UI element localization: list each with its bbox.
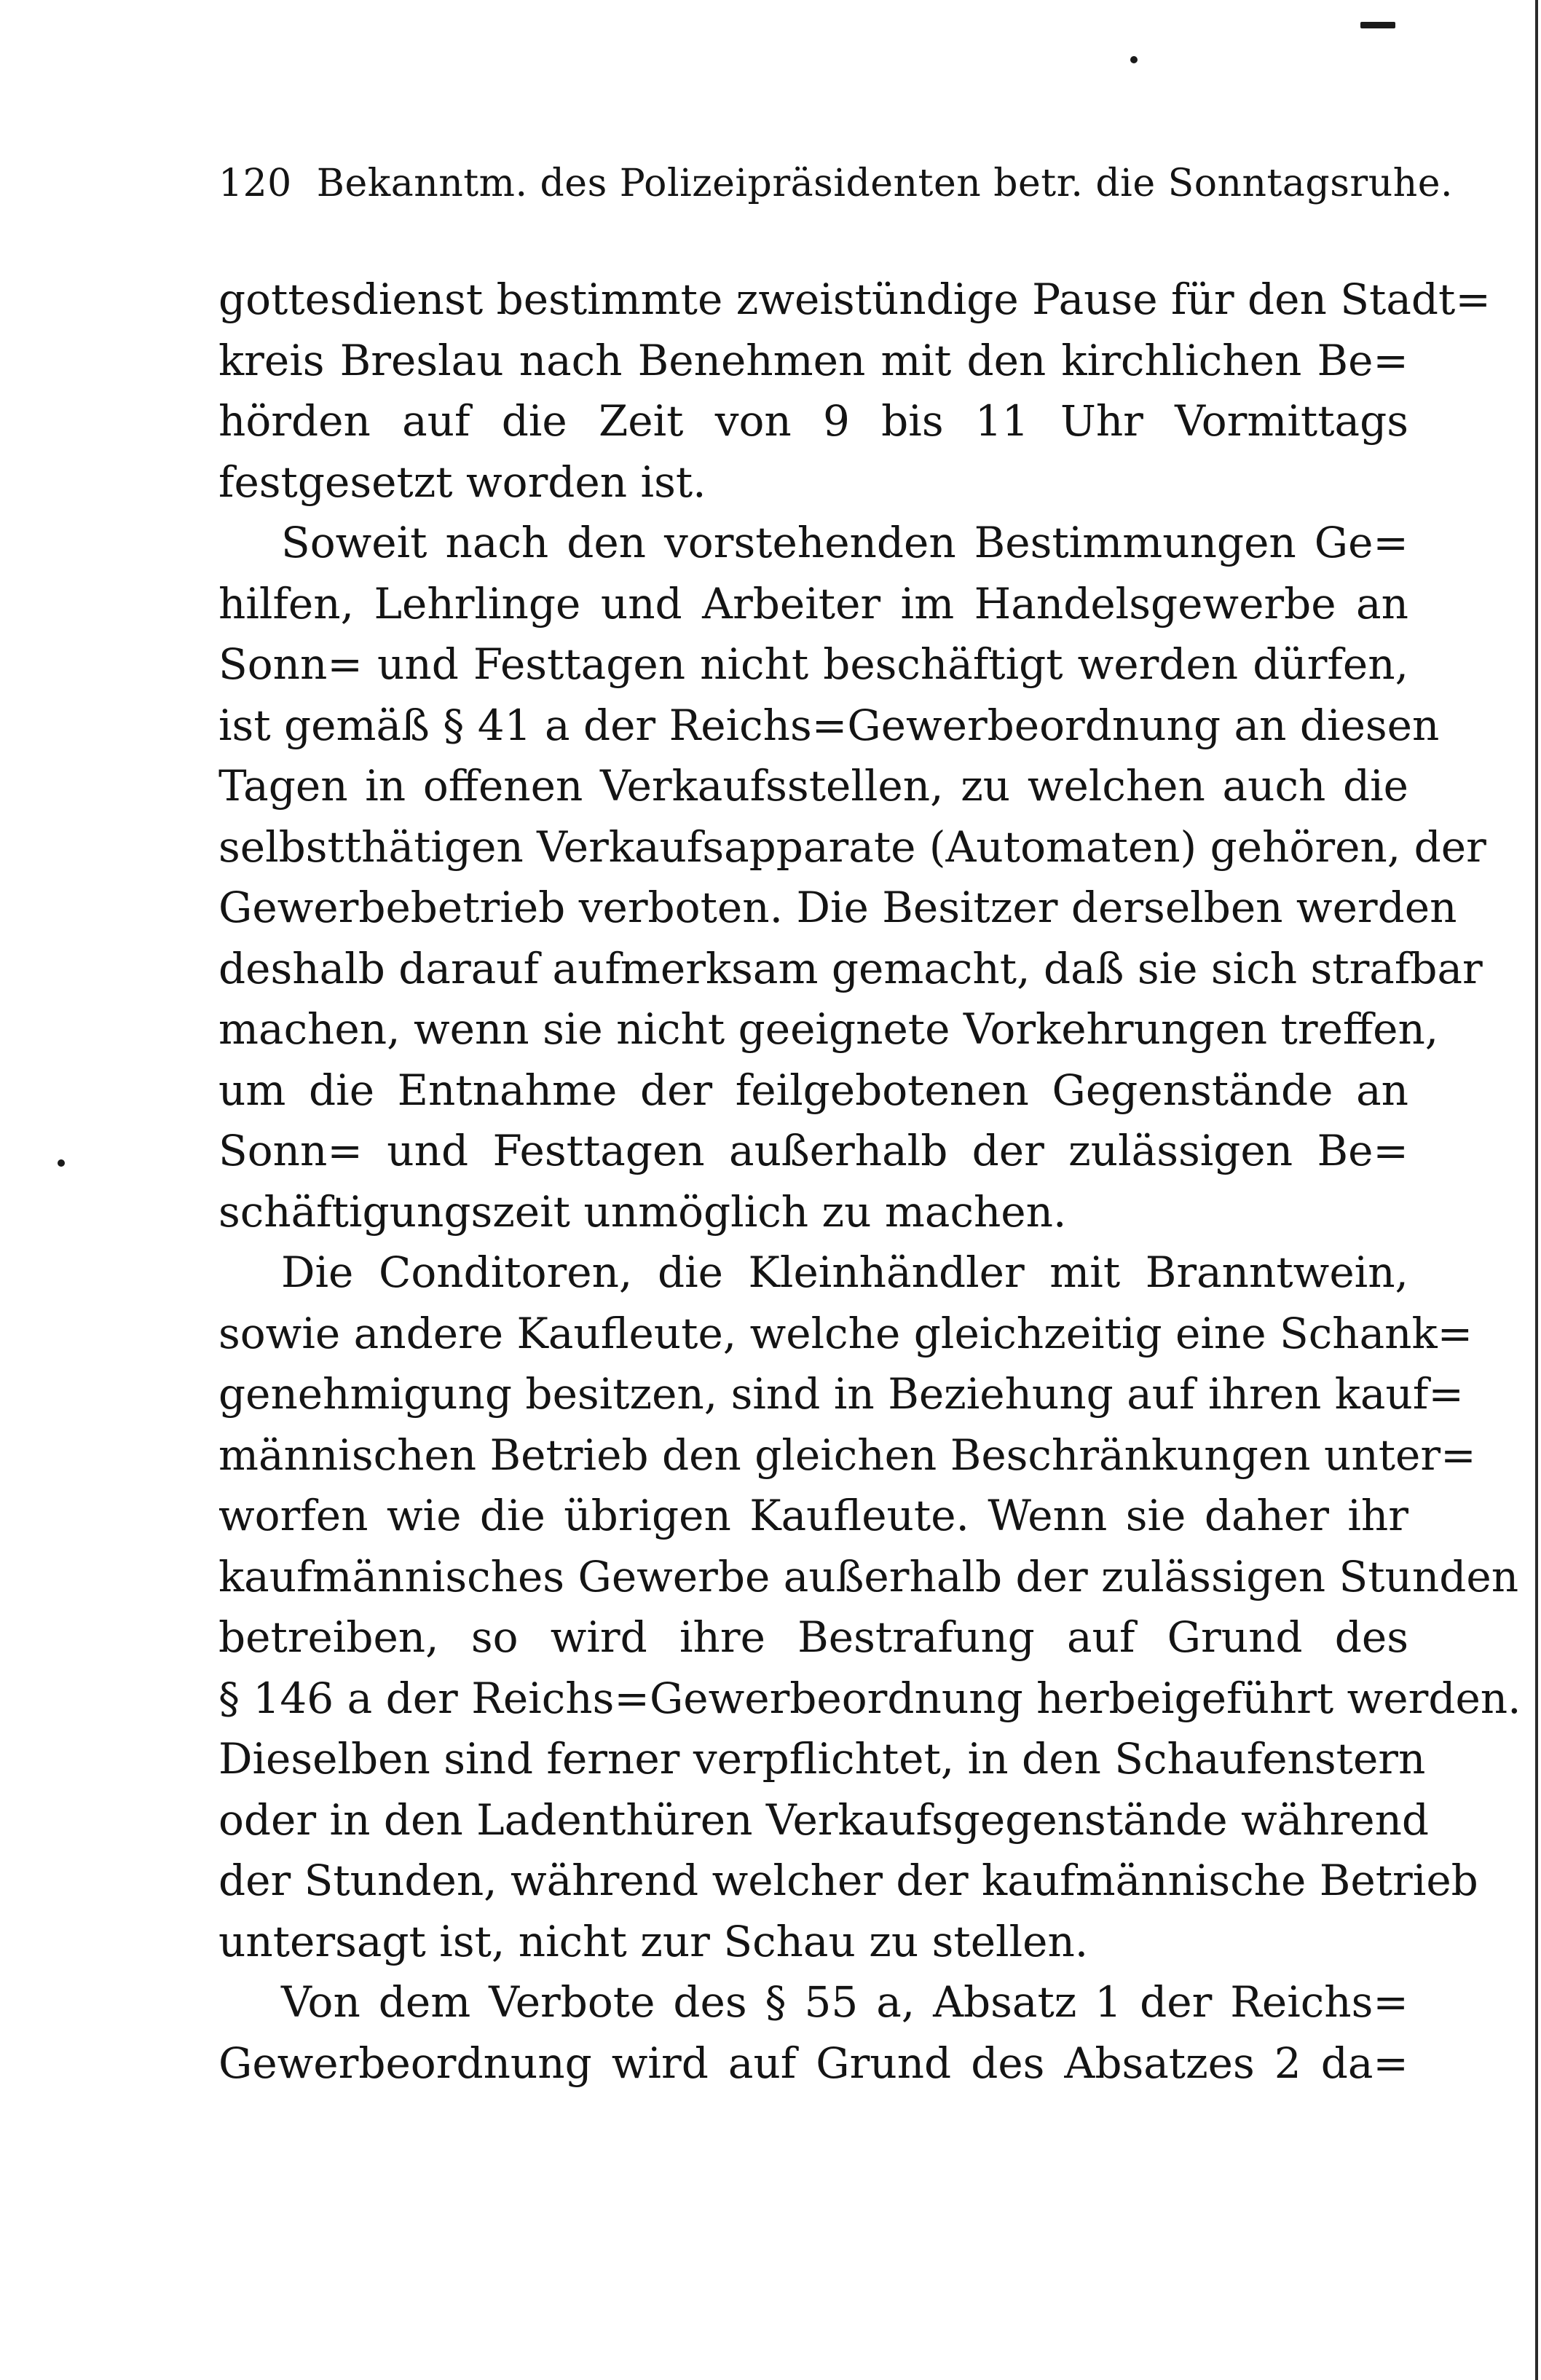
- scan-mark: [1360, 22, 1395, 28]
- text-line: schäftigungszeit unmöglich zu machen.: [218, 1186, 1067, 1237]
- text-line: Von dem Verbote des § 55 a, Absatz 1 der Reichs=: [281, 1977, 1408, 2027]
- text-line: gottesdienst bestimmte zweistündige Pause für den Stadt=: [218, 275, 1491, 324]
- text-line: oder in den Ladenthüren Verkaufsgegenstände während: [218, 1794, 1430, 1845]
- text-line: der Stunden, während welcher der kaufmännische Betrieb: [218, 1856, 1478, 1905]
- page-edge-shadow: [1535, 0, 1538, 2380]
- scan-speck: [58, 1159, 65, 1167]
- text-line: ist gemäß § 41 a der Reichs=Gewerbeordnung an diesen: [218, 700, 1440, 750]
- text-line: Tagen in offenen Verkaufsstellen, zu welchen auch die: [218, 761, 1408, 811]
- text-line: hilfen, Lehrlinge und Arbeiter im Handelsgewerbe an: [218, 578, 1408, 629]
- text-line: § 146 a der Reichs=Gewerbeordnung herbeigeführt werden.: [218, 1673, 1521, 1723]
- text-line: Sonn= und Festtagen nicht beschäftigt werden dürfen,: [218, 639, 1408, 689]
- text-line: hörden auf die Zeit von 9 bis 11 Uhr Vormittags: [218, 396, 1408, 446]
- text-line: sowie andere Kaufleute, welche gleichzeitig eine Schank=: [218, 1308, 1473, 1358]
- text-line: machen, wenn sie nicht geeignete Vorkehrungen treffen,: [218, 1004, 1439, 1054]
- text-line: festgesetzt worden ist.: [218, 457, 706, 507]
- text-line: männischen Betrieb den gleichen Beschränkungen unter=: [218, 1430, 1476, 1480]
- text-line: kaufmännisches Gewerbe außerhalb der zulässigen Stunden: [218, 1551, 1519, 1601]
- text-line: genehmigung besitzen, sind in Beziehung auf ihren kauf=: [218, 1369, 1464, 1419]
- scan-speck: [1130, 56, 1138, 63]
- text-line: selbstthätigen Verkaufsapparate (Automaten) gehören, der: [218, 821, 1486, 872]
- text-line: kreis Breslau nach Benehmen mit den kirchlichen Be=: [218, 335, 1408, 385]
- text-line: Gewerbeordnung wird auf Grund des Absatzes 2 da=: [218, 2038, 1408, 2088]
- body-text: [218, 269, 1521, 2094]
- text-line: Die Conditoren, die Kleinhändler mit Branntwein,: [281, 1248, 1408, 1297]
- page-number: 120: [218, 162, 292, 205]
- text-line: um die Entnahme der feilgebotenen Gegenstände an: [218, 1065, 1408, 1115]
- text-line: worfen wie die übrigen Kaufleute. Wenn sie daher ihr: [218, 1491, 1408, 1540]
- text-line: Soweit nach den vorstehenden Bestimmungen Ge=: [281, 518, 1408, 567]
- running-title: Bekanntm. des Polizeipräsidenten betr. die Sonntagsruhe.: [316, 162, 1454, 205]
- text-line: Gewerbebetrieb verboten. Die Besitzer derselben werden: [218, 883, 1457, 932]
- text-line: betreiben, so wird ihre Bestrafung auf Grund des: [218, 1612, 1408, 1662]
- text-line: Sonn= und Festtagen außerhalb der zulässigen Be=: [218, 1126, 1408, 1175]
- text-line: Dieselben sind ferner verpflichtet, in den Schaufenstern: [218, 1734, 1426, 1784]
- text-line: untersagt ist, nicht zur Schau zu stellen.: [218, 1916, 1089, 1966]
- page-header: [218, 162, 1454, 205]
- text-line: deshalb darauf aufmerksam gemacht, daß sie sich strafbar: [218, 943, 1483, 993]
